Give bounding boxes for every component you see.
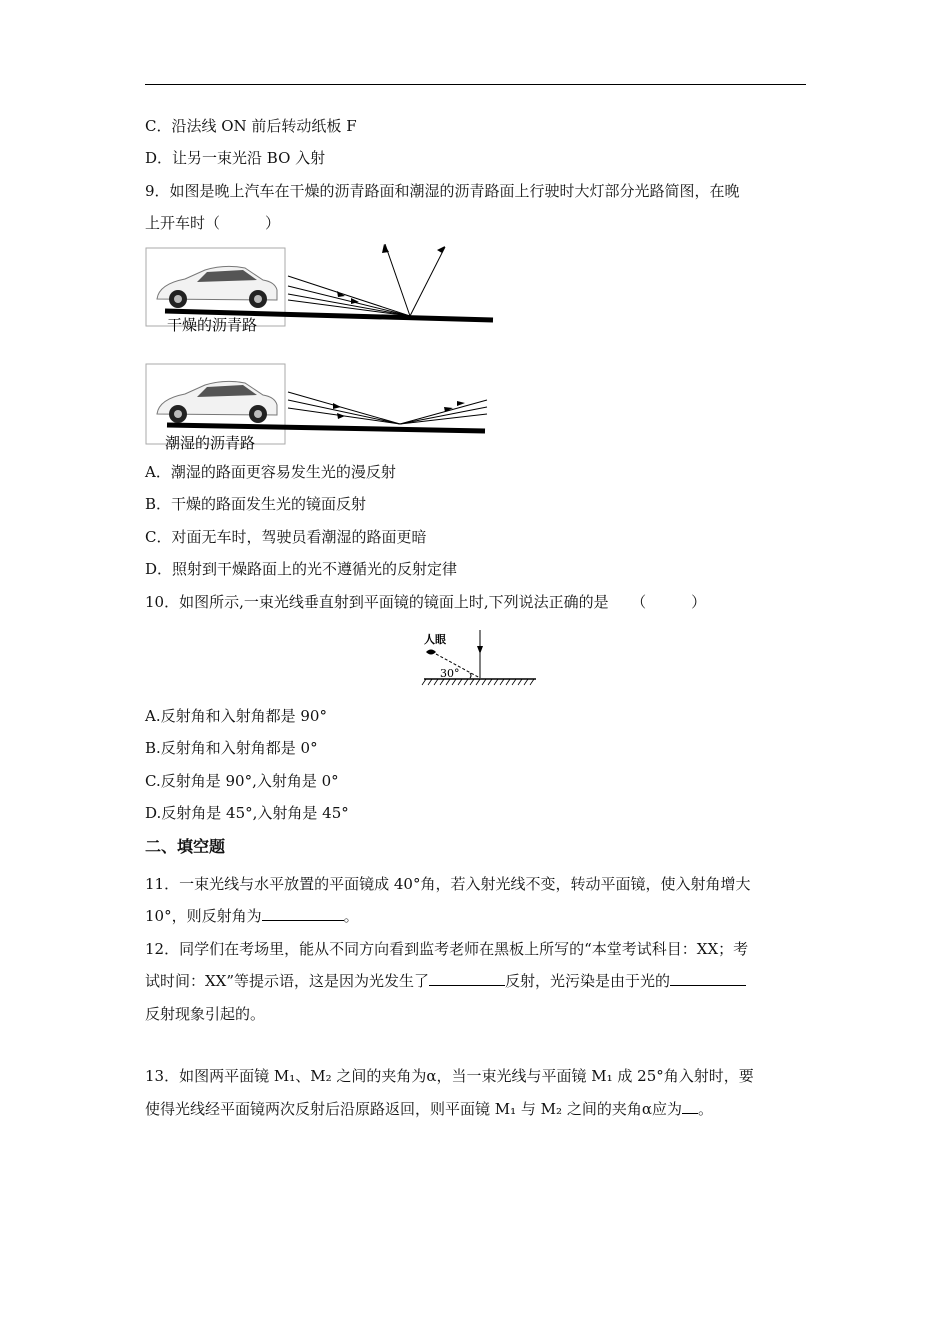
eye-label: 人眼 <box>424 633 446 646</box>
q12-line1: 12．同学们在考场里，能从不同方向看到监考老师在黑板上所写的“本堂考试科目：XX；考 <box>145 940 749 958</box>
q11-text: 10°，则反射角为 <box>145 907 262 925</box>
header-rule <box>145 84 806 85</box>
q9-stem-line1: 9．如图是晚上汽车在干燥的沥青路面和潮湿的沥青路面上行驶时大灯部分光路简图，在晚 <box>145 182 740 200</box>
q11-end: 。 <box>343 907 359 925</box>
q13-text: 使得光线经平面镜两次反射后沿原路返回，则平面镜 M₁ 与 M₂ 之间的夹角α应为 <box>145 1100 682 1118</box>
q12-text-a: 试时间：XX”等提示语，这是因为光发生了 <box>145 972 430 990</box>
q12-line2 <box>145 971 746 991</box>
q8-option-c: C．沿法线 ON 前后转动纸板 F <box>145 117 357 135</box>
q9-option-b: B．干燥的路面发生光的镜面反射 <box>145 495 367 513</box>
q12-answer-blank-1[interactable] <box>429 971 505 986</box>
q10-option-c: C.反射角是 90°,入射角是 0° <box>145 772 339 790</box>
q9-stem-line2: 上开车时（ ） <box>145 214 281 232</box>
angle-label: 30° <box>440 667 460 680</box>
dry-arrows <box>337 244 445 304</box>
q13-end: 。 <box>697 1100 713 1118</box>
dry-light-rays <box>288 244 445 316</box>
q9-option-c: C．对面无车时，驾驶员看潮湿的路面更暗 <box>145 528 427 546</box>
angle-arc <box>470 673 471 678</box>
q10-option-a: A.反射角和入射角都是 90° <box>145 707 327 725</box>
q9-option-a: A．潮湿的路面更容易发生光的漫反射 <box>145 463 396 481</box>
wet-road-caption: 潮湿的沥青路 <box>165 434 256 452</box>
q11-answer-blank[interactable] <box>262 906 344 921</box>
q10-option-d: D.反射角是 45°,入射角是 45° <box>145 804 349 822</box>
q12-text-b: 反射，光污染是由于光的 <box>505 972 671 990</box>
figure-wet-road <box>145 362 505 457</box>
mirror-hatching <box>422 679 534 685</box>
dry-road-caption: 干燥的沥青路 <box>167 316 258 334</box>
q12-line3: 反射现象引起的。 <box>145 1005 266 1023</box>
eye-icon <box>426 650 436 655</box>
figure-mirror <box>418 628 538 690</box>
q13-line1: 13．如图两平面镜 M₁、M₂ 之间的夹角为α，当一束光线与平面镜 M₁ 成 25°角入射时，要 <box>145 1067 754 1085</box>
q11-line1: 11．一束光线与水平放置的平面镜成 40°角，若入射光线不变，转动平面镜，使入射角增大 <box>145 875 751 893</box>
q8-option-d: D．让另一束光沿 BO 入射 <box>145 149 326 167</box>
q11-line2 <box>145 906 359 926</box>
q10-stem: 10．如图所示,一束光线垂直射到平面镜的镜面上时,下列说法正确的是 （ ） <box>145 593 707 611</box>
q9-option-d: D．照射到干燥路面上的光不遵循光的反射定律 <box>145 560 458 578</box>
figure-dry-road <box>145 244 505 339</box>
wet-light-rays <box>288 392 487 424</box>
q13-line2 <box>145 1099 713 1119</box>
section-title: 二、填空题 <box>145 837 226 856</box>
ray-arrow <box>477 646 483 654</box>
q12-answer-blank-2[interactable] <box>670 971 746 986</box>
q10-option-b: B.反射角和入射角都是 0° <box>145 739 318 757</box>
q13-answer-blank[interactable] <box>682 1099 698 1114</box>
